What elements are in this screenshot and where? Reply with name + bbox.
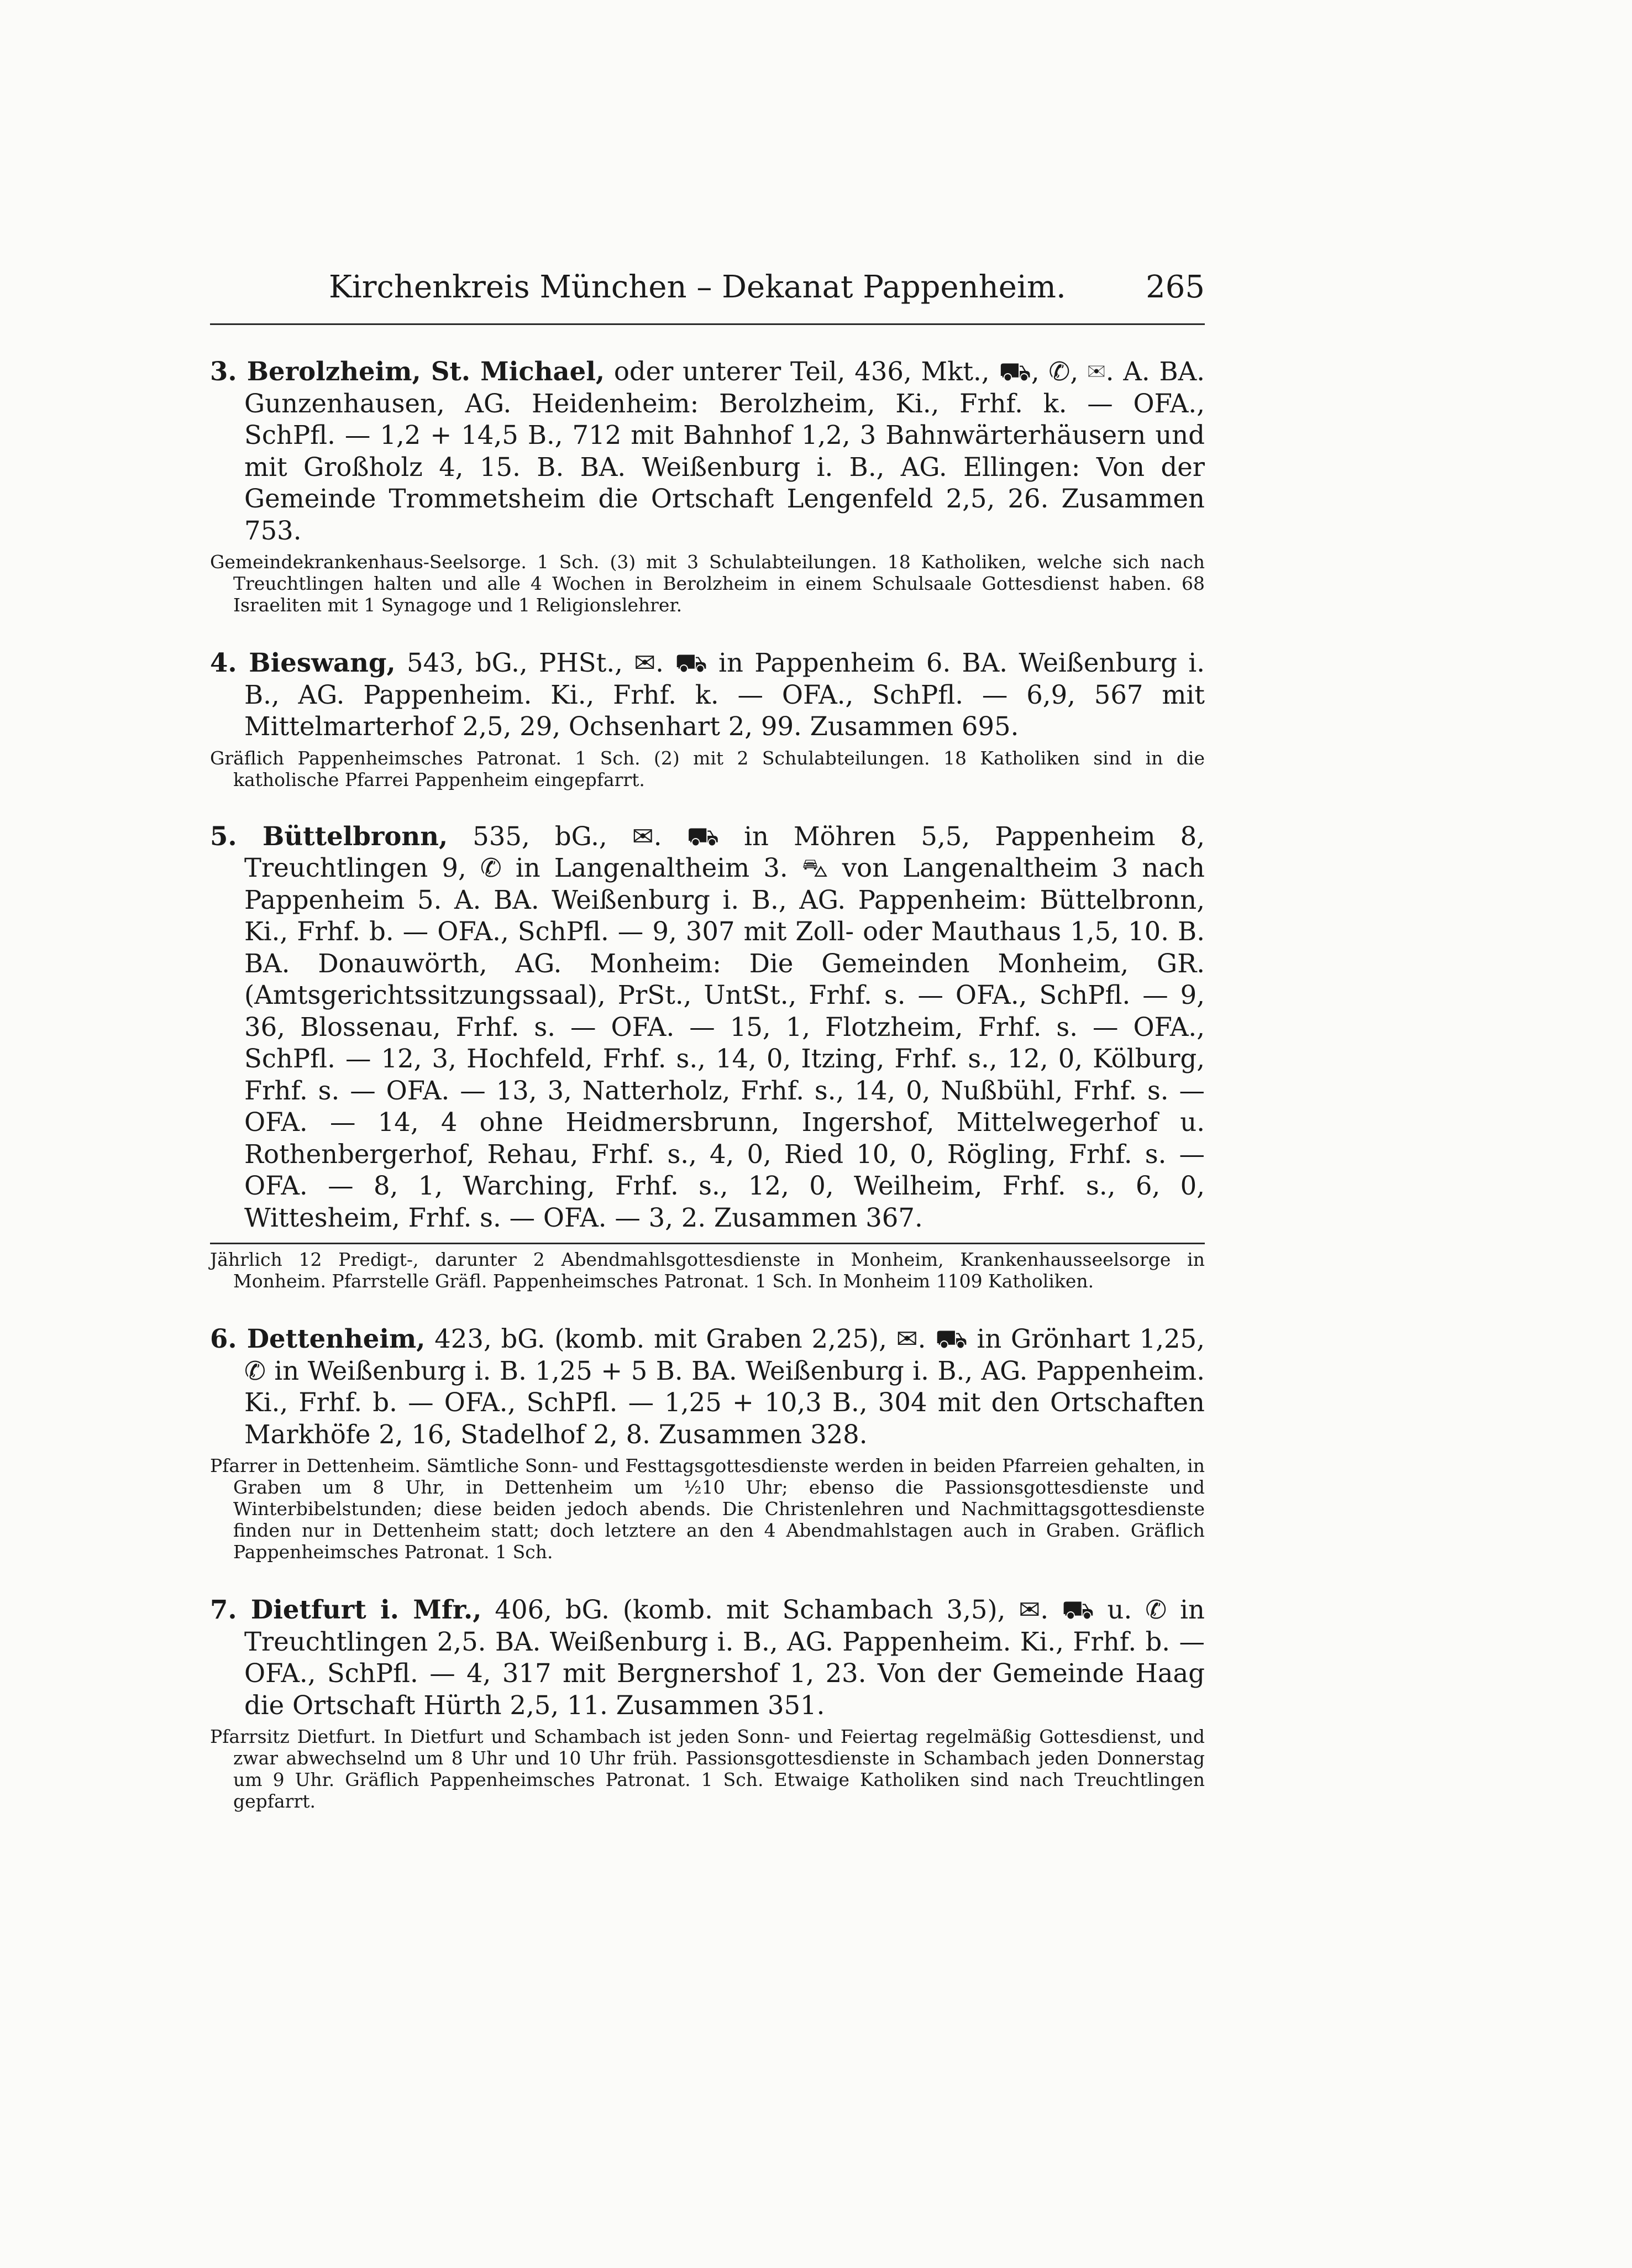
page-title: Kirchenkreis München – Dekanat Pappenheim. [329, 269, 1066, 305]
entry-dettenheim [210, 1323, 1205, 1563]
entry-note: Jährlich 12 Predigt-, darunter 2 Abendmahlsgottesdienste in Monheim, Krankenhausseelsorge in Monheim. Pfarrstelle Gräfl. Pappenheimsches Patronat. 1 Sch. In Monheim 1109 Katholiken. [210, 1249, 1205, 1292]
entry-body: oder unterer Teil, 436, Mkt., ⛟, ✆, ✉. A. BA. Gunzenhausen, AG. Heidenheim: Berolzheim, Ki., Frhf. k. — OFA., SchPfl. — 1,2 + 14,5 B., 712 mit Bahnhof 1,2, 3 Bahnwärterhäusern und mit Großholz 4, 15. B. BA. Weißenburg i. B., AG. Ellingen: Von der Gemeinde Trommetsheim die Ortschaft Lengenfeld 2,5, 26. Zusammen 753. [244, 357, 1205, 546]
entry-heading: 7. Dietfurt i. Mfr., [210, 1594, 482, 1625]
entry-dietfurt [210, 1594, 1205, 1812]
entry-buettelbronn [210, 820, 1205, 1292]
entry-note: Pfarrsitz Dietfurt. In Dietfurt und Schambach ist jeden Sonn- und Feiertag regelmäßig Gottesdienst, und zwar abwechselnd um 8 Uhr und 10 Uhr früh. Passionsgottesdienste in Schambach jeden Donnerstag um 9 Uhr. Gräflich Pappenheimsches Patronat. 1 Sch. Etwaige Katholiken sind nach Treuchtlingen gepfarrt. [210, 1726, 1205, 1812]
page [210, 263, 1205, 1812]
entry-heading: 4. Bieswang, [210, 647, 396, 678]
entry-berolzheim [210, 355, 1205, 616]
entry-heading: 6. Dettenheim, [210, 1323, 426, 1354]
running-header [210, 263, 1205, 312]
entry-body: 406, bG. (komb. mit Schambach 3,5), ✉. ⛟ u. ✆ in Treuchtlingen 2,5. BA. Weißenburg i. B., AG. Pappenheim. Ki., Frhf. b. — OFA., SchPfl. — 4, 317 mit Bergnershof 1, 23. Von der Gemeinde Haag die Ortschaft Hürth 2,5, 11. Zusammen 351. [244, 1595, 1205, 1720]
page-number: 265 [1146, 269, 1205, 305]
entry-note: Gemeindekrankenhaus-Seelsorge. 1 Sch. (3) mit 3 Schulabteilungen. 18 Katholiken, welche sich nach Treuchtlingen halten und alle 4 Wochen in Berolzheim in einem Schulsaale Gottesdienst haben. 68 Israeliten mit 1 Synagoge und 1 Religionslehrer. [210, 551, 1205, 616]
entry-bieswang [210, 647, 1205, 790]
entry-heading: 5. Büttelbronn, [210, 820, 448, 851]
entry-note: Pfarrer in Dettenheim. Sämtliche Sonn- und Festtagsgottesdienste werden in beiden Pfarreien gehalten, in Graben um 8 Uhr, in Dettenheim um ½10 Uhr; ebenso die Passionsgottesdienste und Winterbibelstunden; diese beiden jedoch abends. Die Christenlehren und Nachmittagsgottesdienste finden nur in Dettenheim statt; doch letztere an den 4 Abendmahlstagen auch in Graben. Gräflich Pappenheimsches Patronat. 1 Sch. [210, 1455, 1205, 1563]
entry-body: 535, bG., ✉. ⛟ in Möhren 5,5, Pappenheim 8, Treuchtlingen 9, ✆ in Langenaltheim 3. ⛍ von Langenaltheim 3 nach Pappenheim 5. A. BA. Weißenburg i. B., AG. Pappenheim: Büttelbronn, Ki., Frhf. b. — OFA., SchPfl. — 9, 307 mit Zoll- oder Mauthaus 1,5, 10. B. BA. Donauwörth, AG. Monheim: Die Gemeinden Monheim, GR. (Amtsgerichtssitzungssaal), PrSt., UntSt., Frhf. s. — OFA., SchPfl. — 9, 36, Blossenau, Frhf. s. — OFA. — 15, 1, Flotzheim, Frhf. s. — OFA., SchPfl. — 12, 3, Hochfeld, Frhf. s., 14, 0, Itzing, Frhf. s., 12, 0, Kölburg, Frhf. s. — OFA. — 13, 3, Natterholz, Frhf. s., 14, 0, Nußbühl, Frhf. s. — OFA. — 14, 4 ohne Heidmersbrunn, Ingershof, Mittelwegerhof u. Rothenbergerhof, Rehau, Frhf. s., 4, 0, Ried 10, 0, Rögling, Frhf. s. — OFA. — 8, 1, Warching, Frhf. s., 12, 0, Weilheim, Frhf. s., 6, 0, Wittesheim, Frhf. s. — OFA. — 3, 2. Zusammen 367. [244, 821, 1205, 1233]
entry-note: Gräflich Pappenheimsches Patronat. 1 Sch. (2) mit 2 Schulabteilungen. 18 Katholiken sind in die katholische Pfarrei Pappenheim eingepfarrt. [210, 747, 1205, 790]
entry-divider-rule [210, 1243, 1205, 1244]
header-rule [210, 323, 1205, 325]
entry-body: 423, bG. (komb. mit Graben 2,25), ✉. ⛟ in Grönhart 1,25, ✆ in Weißenburg i. B. 1,25 + 5 B. BA. Weißenburg i. B., AG. Pappenheim. Ki., Frhf. b. — OFA., SchPfl. — 1,25 + 10,3 B., 304 mit den Ortschaften Markhöfe 2, 16, Stadelhof 2, 8. Zusammen 328. [244, 1324, 1205, 1449]
entry-heading: 3. Berolzheim, St. Michael, [210, 356, 605, 386]
entry-body: 543, bG., PHSt., ✉. ⛟ in Pappenheim 6. BA. Weißenburg i. B., AG. Pappenheim. Ki., Frhf. k. — OFA., SchPfl. — 6,9, 567 mit Mittelmarterhof 2,5, 29, Ochsenhart 2, 99. Zusammen 695. [244, 648, 1205, 741]
